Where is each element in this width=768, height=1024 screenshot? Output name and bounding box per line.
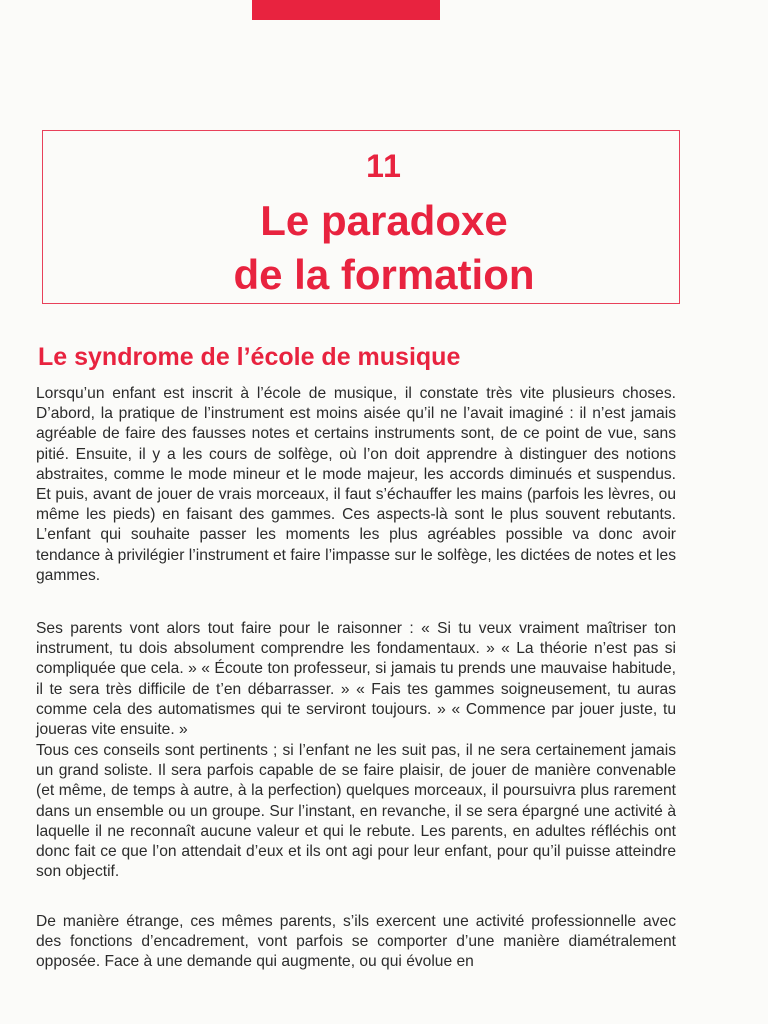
section-heading: Le syndrome de l’école de musique bbox=[38, 343, 461, 371]
body-paragraph-1: Lorsqu’un enfant est inscrit à l’école de musique, il constate très vite plusieurs choses. D’abord, la pratique de l’instrument est moins aisée qu’il ne l’avait imaginé : il n’est jamais agréable de faire des fausses notes et certains instruments sont, de ce point de vue, sans pitié. Ensuite, il y a les cours de solfège, où l’on doit apprendre à distinguer des notions abstraites, comme le mode mineur et le mode majeur, les accords diminués et suspendus. Et puis, avant de jouer de vrais morceaux, il faut s’échauffer les mains (parfois les lèvres, ou même les pieds) en faisant des gammes. Ces aspects-là sont le plus souvent rebutants. L’enfant qui souhaite passer les moments les plus agréables possible va donc avoir tendance à privilégier l’instrument et faire l’impasse sur le solfège, les dictées de notes et les gammes. bbox=[36, 385, 676, 584]
body-paragraph-3: Tous ces conseils sont pertinents ; si l’enfant ne les suit pas, il ne sera certainement jamais un grand soliste. Il sera parfois capable de se faire plaisir, de jouer de manière convenable (et même, de temps à autre, à la perfection) quelques morceaux, il poursuivra plus rarement dans un ensemble ou un groupe. Sur l’instant, en revanche, il se sera épargné une activité à laquelle il ne reconnaît aucune valeur et qui le rebute. Les parents, en adultes réfléchis ont donc fait ce que l’on attendait d’eux et ils ont agi pour leur enfant, pour qu’il puisse atteindre son objectif. bbox=[36, 742, 676, 881]
chapter-tab-marker bbox=[252, 0, 440, 20]
chapter-number: 11 bbox=[366, 148, 402, 184]
body-paragraph-4: De manière étrange, ces mêmes parents, s’ils exercent une activité professionnelle avec des fonctions d’encadrement, vont parfois se comporter d’une manière diamétralement opposée. Face à une demande qui augmente, ou qui évolue en bbox=[36, 913, 676, 971]
body-paragraph-2: Ses parents vont alors tout faire pour le raisonner : « Si tu veux vraiment maîtriser ton instrument, tu dois absolument comprendre les fondamentaux. » « La théorie n’est pas si compliquée que cela. » « Écoute ton professeur, si jamais tu prends une mauvaise habitude, il te sera très difficile de t’en débarrasser. » « Fais tes gammes soigneusement, tu auras comme cela des automatismes qui te serviront toujours. » « Commence par jouer juste, tu joueras vite ensuite. » bbox=[36, 620, 676, 739]
chapter-title-line-2: de la formation bbox=[233, 251, 535, 298]
chapter-title-line-1: Le paradoxe bbox=[260, 197, 508, 244]
